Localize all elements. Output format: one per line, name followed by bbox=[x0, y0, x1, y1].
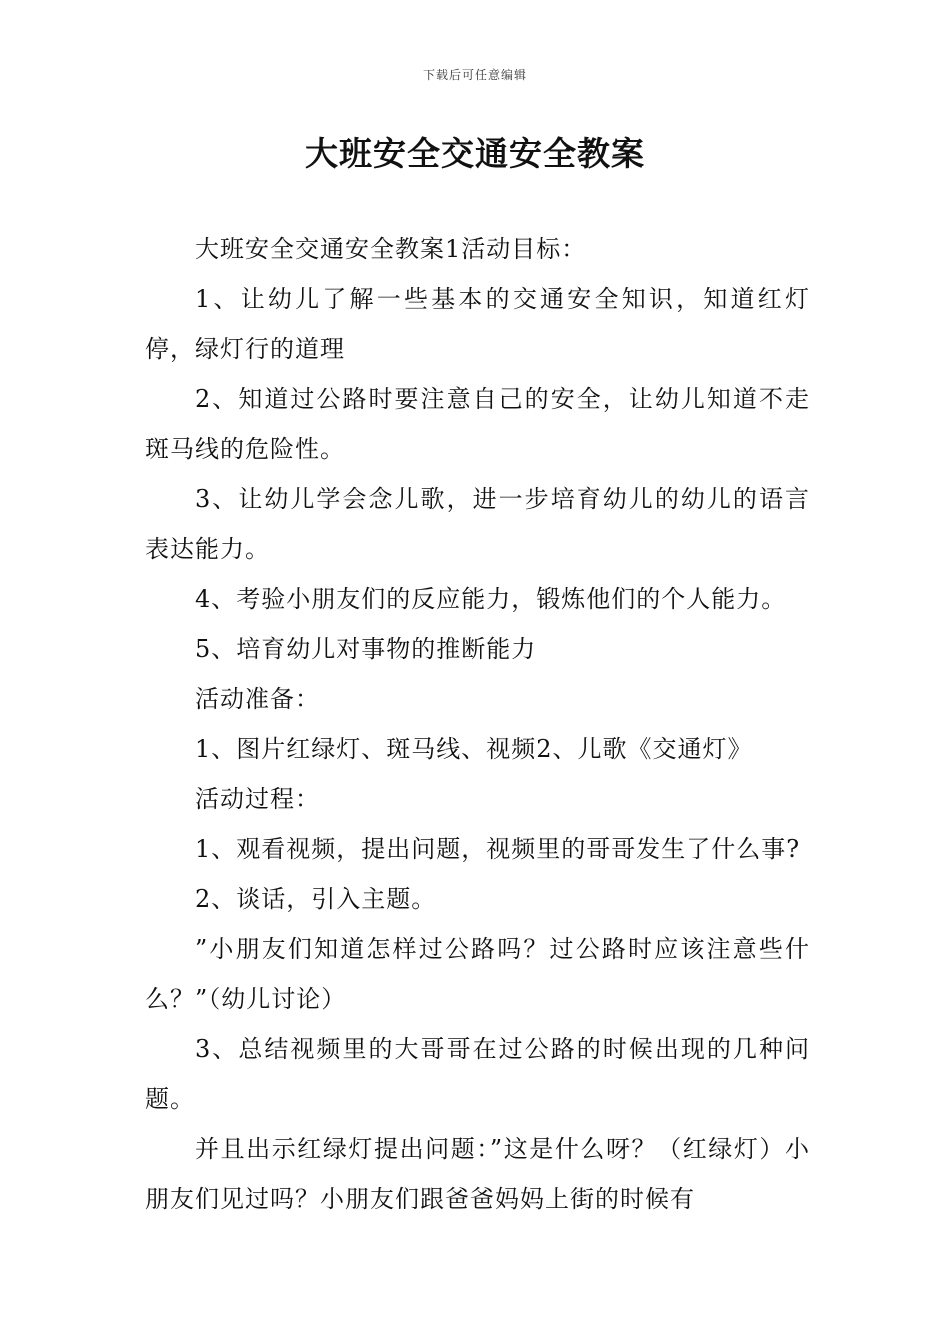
paragraph-goal-3: 3、让幼儿学会念儿歌，进一步培育幼儿的幼儿的语言表达能力。 bbox=[145, 485, 810, 563]
paragraph-goal-5: 5、培育幼儿对事物的推断能力 bbox=[195, 635, 537, 663]
paragraph-goal-4: 4、考验小朋友们的反应能力，锻炼他们的个人能力。 bbox=[195, 585, 787, 613]
section-heading-preparation: 活动准备： bbox=[195, 685, 320, 713]
document-title: 大班安全交通安全教案 bbox=[305, 134, 645, 173]
section-heading-process: 活动过程： bbox=[195, 785, 320, 813]
paragraph-question: ”小朋友们知道怎样过公路吗？过公路时应该注意些什么？”（幼儿讨论） bbox=[145, 935, 810, 1013]
paragraph-traffic-light: 并且出示红绿灯提出问题：”这是什么呀？（红绿灯）小朋友们见过吗？小朋友们跟爸爸妈妈上街的时候有 bbox=[145, 1135, 810, 1213]
paragraph-preparation-1: 1、图片红绿灯、斑马线、视频2、儿歌《交通灯》 bbox=[195, 735, 753, 763]
paragraph-goal-1: 1、让幼儿了解一些基本的交通安全知识，知道红灯停，绿灯行的道理 bbox=[145, 285, 810, 363]
paragraph-intro: 大班安全交通安全教案1活动目标： bbox=[195, 235, 587, 263]
paragraph-goal-2: 2、知道过公路时要注意自己的安全，让幼儿知道不走斑马线的危险性。 bbox=[145, 385, 810, 463]
paragraph-process-3: 3、总结视频里的大哥哥在过公路的时候出现的几种问题。 bbox=[145, 1035, 810, 1113]
document-body bbox=[145, 224, 810, 1224]
paragraph-process-2: 2、谈话，引入主题。 bbox=[195, 885, 437, 913]
paragraph-process-1: 1、观看视频，提出问题，视频里的哥哥发生了什么事? bbox=[195, 835, 801, 863]
header-note: 下载后可任意编辑 bbox=[422, 68, 527, 82]
